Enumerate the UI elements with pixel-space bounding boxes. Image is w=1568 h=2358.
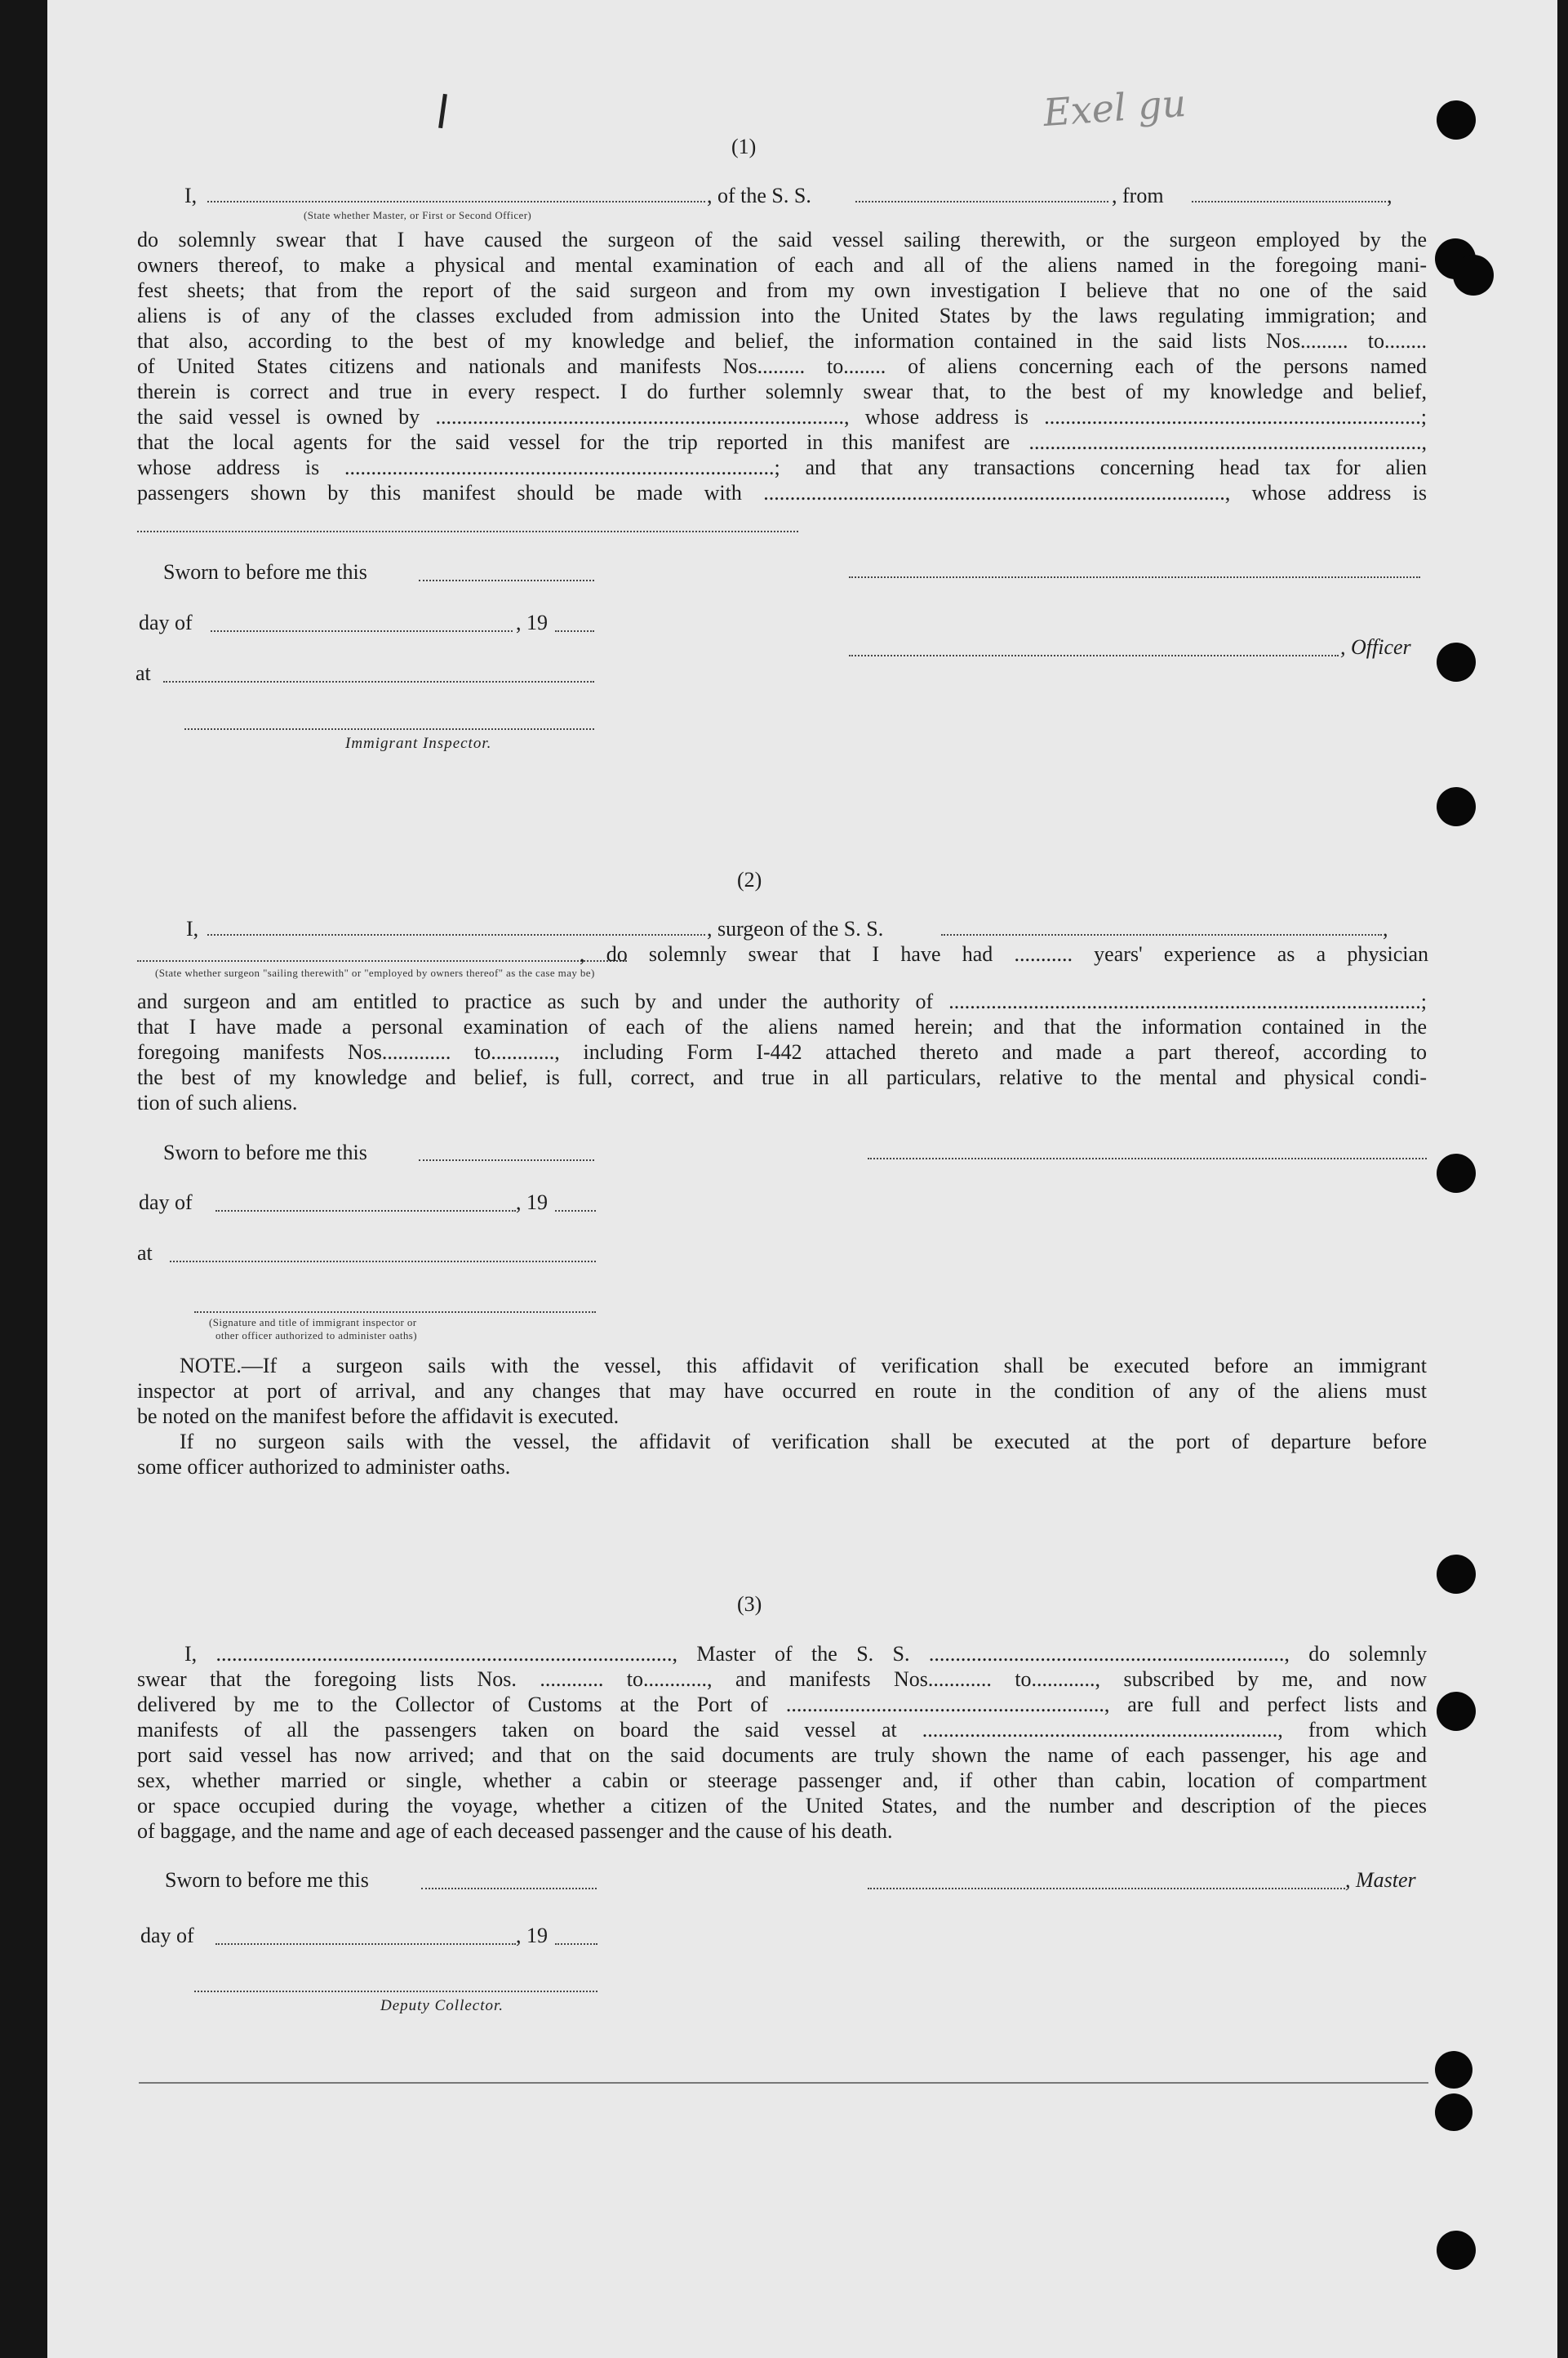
s3-deputy-signature-field[interactable] xyxy=(194,1991,597,1992)
punch-hole xyxy=(1437,100,1476,140)
punch-hole xyxy=(1437,2231,1476,2270)
s1-at-field[interactable] xyxy=(163,681,594,683)
s2-surgeon-name-field[interactable] xyxy=(207,934,705,936)
punch-hole xyxy=(1437,643,1476,682)
note-line: some officer authorized to administer oaths. xyxy=(137,1455,511,1479)
punch-hole xyxy=(1435,2093,1472,2131)
note-line: be noted on the manifest before the affidavit is executed. xyxy=(137,1404,620,1428)
form-page xyxy=(47,0,1557,2358)
punch-hole xyxy=(1437,1154,1476,1193)
s1-comma: , xyxy=(1387,184,1393,207)
s1-line: passengers shown by this manifest should be made with ......................................................................................., whose address is xyxy=(137,481,1427,505)
s1-from-label: , from xyxy=(1112,184,1164,207)
s2-paragraph xyxy=(137,989,1427,1115)
s1-line: the said vessel is owned by ............................................................................., whose address is .......................................................................; xyxy=(137,405,1427,429)
s3-master-title: , Master xyxy=(1345,1868,1416,1892)
s1-officer-signature-field[interactable] xyxy=(849,576,1420,578)
s2-experience-line: , do solemnly swear that I have had ........... years' experience as a physician xyxy=(580,942,1428,966)
s1-line: of United States citizens and nationals and manifests Nos......... to........ of aliens concerning each of the persons named xyxy=(137,354,1427,378)
s2-inspector-signature-field[interactable] xyxy=(194,1311,596,1313)
s3-deputy-title: Deputy Collector. xyxy=(380,1997,504,2014)
s3-year-label: , 19 xyxy=(516,1924,548,1947)
punch-hole xyxy=(1437,1555,1476,1594)
s1-inspector-signature-field[interactable] xyxy=(184,728,594,730)
s1-line: that the local agents for the said vessel for the trip reported in this manifest are .........................................................................., xyxy=(137,430,1427,454)
s2-at-field[interactable] xyxy=(170,1261,596,1262)
s1-line: whose address is .................................................................................; and that any transactions concerning head tax for alien xyxy=(137,456,1427,479)
s3-master-signature-field[interactable] xyxy=(868,1888,1345,1889)
s2-year-label: , 19 xyxy=(516,1190,548,1214)
s1-officer-title: , Officer xyxy=(1340,635,1411,659)
s1-line: owners thereof, to make a physical and mental examination of each and all of the aliens named in the foregoing mani- xyxy=(137,253,1427,277)
s1-sworn-label: Sworn to before me this xyxy=(163,560,367,584)
punch-hole xyxy=(1437,1692,1476,1731)
s2-year-field[interactable] xyxy=(555,1210,596,1212)
s3-line: of baggage, and the name and age of each deceased passenger and the cause of his death. xyxy=(137,1819,893,1843)
punch-hole xyxy=(1435,2051,1472,2089)
s1-line: do solemnly swear that I have caused the surgeon of the said vessel sailing therewith, or the surgeon employed by the xyxy=(137,228,1427,251)
note-line: NOTE.—If a surgeon sails with the vessel, this affidavit of verification shall be executed before an immigrant xyxy=(180,1354,1427,1377)
s2-sworn-label: Sworn to before me this xyxy=(163,1141,367,1164)
s3-line: I, ......................................................................................, Master of the S. S. ..................................................................., do solemnly xyxy=(184,1642,1427,1666)
s1-i-label: I, xyxy=(184,184,198,207)
s3-line: port said vessel has now arrived; and that on the said documents are truly shown the name of each passenger, his age and xyxy=(137,1743,1427,1767)
s2-surgeon-label: , surgeon of the S. S. xyxy=(707,917,884,941)
s3-line: swear that the foregoing lists Nos. ............ to............, and manifests Nos............ to............, subscribed by me, and now xyxy=(137,1667,1427,1691)
s2-line: that I have made a personal examination of each of the aliens named herein; and that the information contained in the xyxy=(137,1015,1427,1039)
s2-surgeon-type-field[interactable] xyxy=(137,960,627,962)
s3-year-field[interactable] xyxy=(555,1943,597,1945)
s1-line: that also, according to the best of my knowledge and belief, the information contained in the said lists Nos......... to........ xyxy=(137,329,1427,353)
s3-sworn-label: Sworn to before me this xyxy=(165,1868,369,1892)
s2-sig-hint-1: (Signature and title of immigrant inspector or xyxy=(209,1316,417,1328)
handwritten-annotation: Exel gu xyxy=(1042,80,1188,136)
s2-line: foregoing manifests Nos............. to............, including Form I-442 attached thereto and made a part thereof, according to xyxy=(137,1040,1427,1064)
s2-i-label: I, xyxy=(186,917,199,941)
s1-line: fest sheets; that from the report of the said surgeon and from my own investigation I believe that no one of the said xyxy=(137,278,1427,302)
s3-line: sex, whether married or single, whether a cabin or steerage passenger and, if other than cabin, location of compartment xyxy=(137,1768,1427,1792)
s1-line: aliens is of any of the classes excluded from admission into the United States by the laws regulating immigration; and xyxy=(137,304,1427,327)
s2-comma: , xyxy=(1383,917,1388,941)
stray-mark xyxy=(438,94,447,128)
s1-sworn-date-field[interactable] xyxy=(419,580,594,581)
s2-sworn-date-field[interactable] xyxy=(419,1159,594,1161)
section-2-number: (2) xyxy=(737,868,762,892)
s1-vessel-field[interactable] xyxy=(855,201,1108,202)
s2-at-label: at xyxy=(137,1241,153,1265)
s1-line: therein is correct and true in every respect. I do further solemnly swear that, to the best of my knowledge and belief, xyxy=(137,380,1427,403)
s3-line: delivered by me to the Collector of Customs at the Port of ............................................................, are full and perfect lists and xyxy=(137,1693,1427,1716)
s1-from-field[interactable] xyxy=(1192,201,1386,202)
s2-vessel-field[interactable] xyxy=(941,934,1382,936)
s3-day-field[interactable] xyxy=(215,1943,516,1945)
s1-day-field[interactable] xyxy=(211,630,513,632)
s2-line: tion of such aliens. xyxy=(137,1091,298,1114)
s1-head-tax-address-field[interactable] xyxy=(137,531,798,532)
s1-at-label: at xyxy=(135,661,151,685)
s2-day-label: day of xyxy=(139,1190,193,1214)
s1-year-field[interactable] xyxy=(555,630,594,632)
s1-paragraph xyxy=(137,227,1427,505)
s1-year-label: , 19 xyxy=(516,611,548,634)
s3-line: manifests of all the passengers taken on board the said vessel at ..................................................................., from which xyxy=(137,1718,1427,1742)
section-1-number: (1) xyxy=(731,135,757,158)
s1-of-ss-label: , of the S. S. xyxy=(707,184,811,207)
s3-day-label: day of xyxy=(140,1924,194,1947)
s2-line: the best of my knowledge and belief, is full, correct, and true in all particulars, relative to the mental and physical condi- xyxy=(137,1066,1427,1089)
s2-note xyxy=(137,1353,1427,1479)
s2-day-field[interactable] xyxy=(215,1210,516,1212)
s1-officer-name-field[interactable] xyxy=(207,201,705,202)
s2-line: and surgeon and am entitled to practice as such by and under the authority of .........................................................................................; xyxy=(137,990,1427,1013)
s1-officer-line[interactable] xyxy=(849,655,1339,656)
s2-signature-field[interactable] xyxy=(868,1158,1427,1159)
s1-officer-hint: (State whether Master, or First or Second Officer) xyxy=(304,209,532,221)
punch-hole xyxy=(1437,787,1476,826)
s2-surgeon-hint: (State whether surgeon "sailing therewith" or "employed by owners thereof" as the case may be) xyxy=(155,967,595,979)
note-line: inspector at port of arrival, and any changes that may have occurred en route in the condition of any of the aliens must xyxy=(137,1379,1427,1403)
s3-sworn-date-field[interactable] xyxy=(421,1888,597,1889)
section-3-number: (3) xyxy=(737,1592,762,1616)
s3-line: or space occupied during the voyage, whether a citizen of the United States, and the number and description of the pieces xyxy=(137,1794,1427,1817)
s2-sig-hint-2: other officer authorized to administer oaths) xyxy=(215,1329,417,1341)
s1-day-label: day of xyxy=(139,611,193,634)
note-line: If no surgeon sails with the vessel, the affidavit of verification shall be executed at the port of departure before xyxy=(180,1430,1427,1453)
s1-inspector-title: Immigrant Inspector. xyxy=(345,735,492,752)
bottom-divider xyxy=(139,2082,1428,2084)
s3-paragraph xyxy=(137,1641,1427,1844)
punch-hole xyxy=(1453,255,1494,296)
